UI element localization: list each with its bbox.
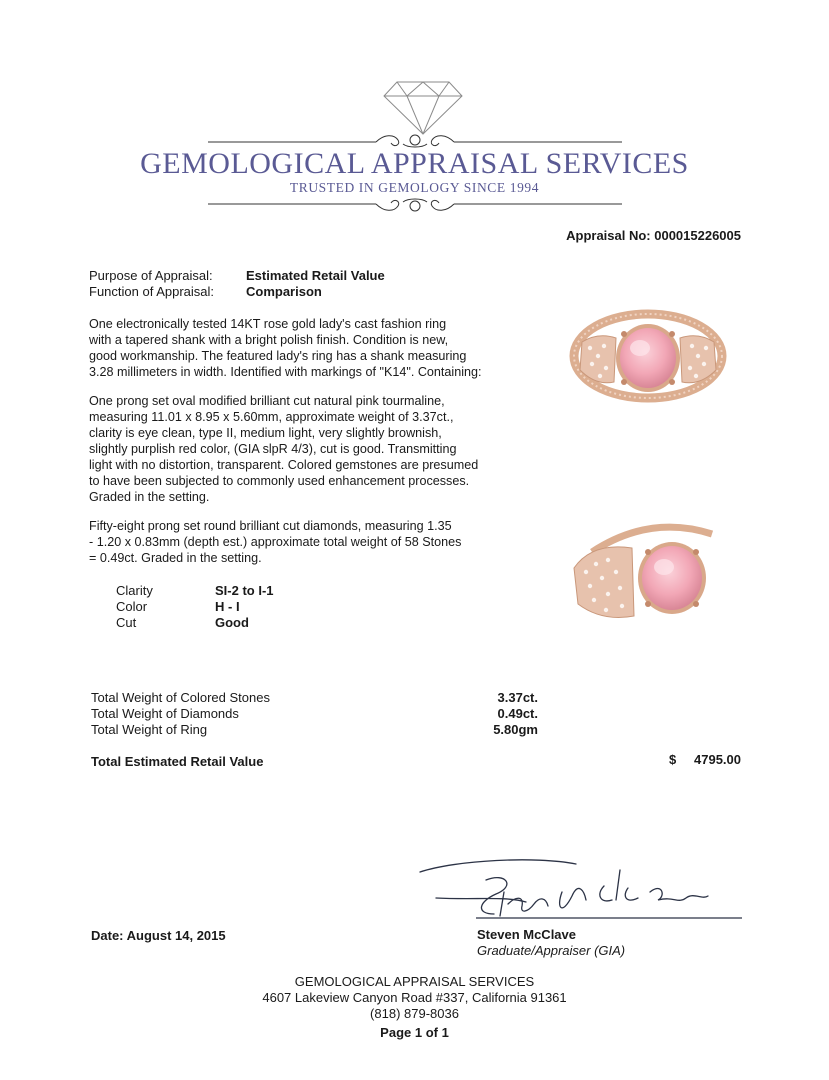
gemstone-line: to have been subjected to commonly used enhancement processes. (89, 474, 470, 488)
function-value: Comparison (246, 284, 322, 299)
function-label: Function of Appraisal: (89, 284, 215, 299)
footer-address: 4607 Lakeview Canyon Road #337, California 91361 (262, 990, 567, 1005)
cut-value: Good (215, 615, 249, 630)
gemstone-line: Graded in the setting. (89, 490, 210, 504)
gemstone-line: slightly purplish red color, (GIA slpR 4/3), cut is good. Transmitting (89, 442, 457, 456)
ring-photo-top (568, 296, 728, 416)
retail-value-amount: 4795.00 (694, 752, 741, 767)
diamond-line: = 0.49ct. Graded in the setting. (89, 551, 262, 565)
ring-description (89, 316, 529, 380)
total-diamonds-label: Total Weight of Diamonds (91, 706, 239, 721)
footer-company: GEMOLOGICAL APPRAISAL SERVICES (294, 974, 535, 989)
signer-name: Steven McClave (477, 927, 576, 942)
footer-phone: (818) 879-8036 (370, 1006, 459, 1021)
description-line: 3.28 millimeters in width. Identified with markings of "K14". Containing: (89, 365, 482, 379)
signer-title: Graduate/Appraiser (GIA) (477, 943, 626, 958)
currency-symbol: $ (669, 752, 677, 767)
total-diamonds-value: 0.49ct. (497, 706, 538, 721)
color-value: H - I (215, 599, 240, 614)
cut-label: Cut (116, 615, 137, 630)
total-colored-stones-value: 3.37ct. (497, 690, 538, 705)
page-number: Page 1 of 1 (380, 1025, 449, 1040)
company-tagline: TRUSTED IN GEMOLOGY SINCE 1994 (289, 180, 540, 195)
total-ring-weight-label: Total Weight of Ring (91, 722, 208, 737)
bottom-ornament-divider (208, 196, 622, 216)
appraisal-date: Date: August 14, 2015 (91, 928, 226, 943)
handwritten-signature (416, 852, 746, 928)
diamond-logo-icon (383, 80, 463, 136)
retail-value-label: Total Estimated Retail Value (91, 754, 264, 769)
description-line: One electronically tested 14KT rose gold lady's cast fashion ring (89, 317, 447, 331)
diamond-line: Fifty-eight prong set round brilliant cut diamonds, measuring 1.35 (89, 519, 452, 533)
total-ring-weight-value: 5.80gm (493, 722, 538, 737)
clarity-value: SI-2 to I-1 (215, 583, 274, 598)
purpose-value: Estimated Retail Value (246, 268, 385, 283)
purpose-label: Purpose of Appraisal: (89, 268, 213, 283)
gemstone-line: clarity is eye clean, type II, medium light, very slightly brownish, (89, 426, 442, 440)
clarity-label: Clarity (116, 583, 153, 598)
diamond-description (89, 518, 529, 566)
gemstone-description (89, 393, 529, 505)
company-name: GEMOLOGICAL APPRAISAL SERVICES (140, 147, 689, 180)
gemstone-line: light with no distortion, transparent. Colored gemstones are presumed (89, 458, 479, 472)
ring-photo-angle (562, 512, 738, 632)
gemstone-line: measuring 11.01 x 8.95 x 5.60mm, approximate weight of 3.37ct., (89, 410, 454, 424)
gemstone-line: One prong set oval modified brilliant cut natural pink tourmaline, (89, 394, 445, 408)
diamond-line: - 1.20 x 0.83mm (depth est.) approximate total weight of 58 Stones (89, 535, 462, 549)
description-line: good workmanship. The featured lady's ring has a shank measuring (89, 349, 467, 363)
appraisal-number: Appraisal No: 000015226005 (566, 228, 741, 243)
description-line: with a tapered shank with a bright polish finish. Condition is new, (89, 333, 449, 347)
total-colored-stones-label: Total Weight of Colored Stones (91, 690, 270, 705)
color-label: Color (116, 599, 148, 614)
